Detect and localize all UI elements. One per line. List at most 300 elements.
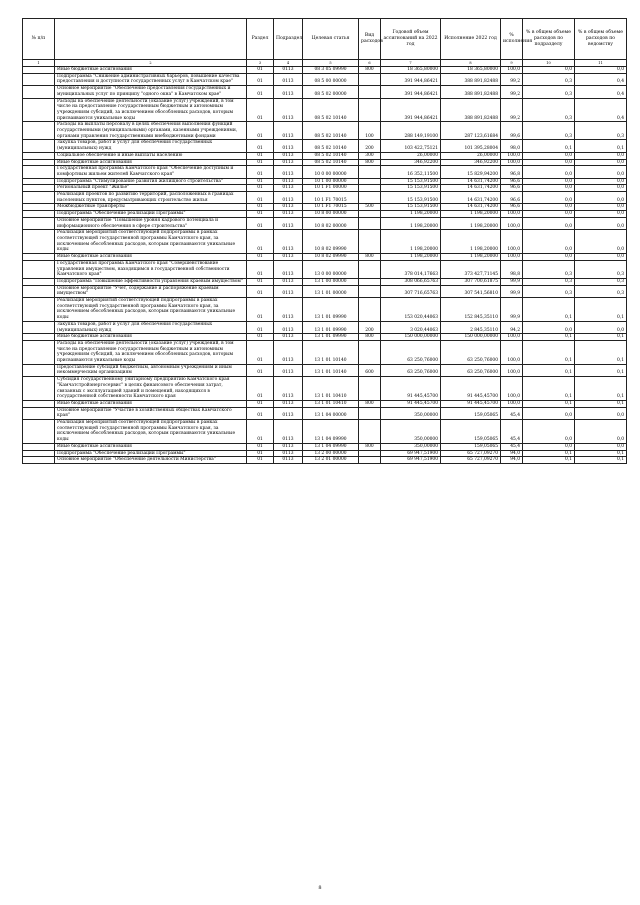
row-number-cell <box>23 166 55 178</box>
fact-cell: 91 445,45700 <box>441 377 501 401</box>
section-cell: 01 <box>247 254 274 261</box>
plan-cell: 63 250,76000 <box>381 364 441 376</box>
article-cell: 13 0 00 00000 <box>303 260 359 278</box>
share-department-cell: 0,0 <box>575 254 627 261</box>
share-department-cell: 0,3 <box>575 278 627 285</box>
share-department-cell: 0,1 <box>575 377 627 401</box>
fact-cell: 1 198,20000 <box>441 217 501 229</box>
subsection-cell: 0113 <box>274 230 303 254</box>
share-subsection-cell: 0,3 <box>523 122 575 140</box>
row-number-cell <box>23 443 55 450</box>
percent-cell: 94,2 <box>501 321 523 333</box>
row-name-cell: Иные бюджетные ассигнования <box>55 254 247 261</box>
section-cell: 01 <box>247 298 274 322</box>
header-section: Раздел <box>247 19 274 60</box>
section-cell: 01 <box>247 86 274 98</box>
row-number-cell <box>23 457 55 464</box>
share-department-cell: 0,0 <box>575 211 627 218</box>
share-subsection-cell: 0,3 <box>523 98 575 122</box>
fact-cell: 14 631,74200 <box>441 178 501 185</box>
fact-cell: 2 845,35110 <box>441 321 501 333</box>
table-row <box>23 260 627 278</box>
share-subsection-cell: 0,1 <box>523 340 575 364</box>
section-cell: 01 <box>247 407 274 419</box>
subsection-cell: 0113 <box>274 334 303 341</box>
section-cell: 01 <box>247 159 274 166</box>
kind-cell <box>359 217 381 229</box>
share-subsection-cell: 0,1 <box>523 400 575 407</box>
fact-cell: 388 891,82488 <box>441 86 501 98</box>
share-department-cell: 0,0 <box>575 159 627 166</box>
kind-cell <box>359 278 381 285</box>
percent-cell: 99,2 <box>501 86 523 98</box>
table-row <box>23 420 627 444</box>
kind-cell <box>359 73 381 85</box>
article-cell: 13 1 04 09990 <box>303 420 359 444</box>
share-subsection-cell: 0,1 <box>523 377 575 401</box>
table-row <box>23 278 627 285</box>
plan-cell: 16 352,11500 <box>381 166 441 178</box>
percent-cell: 100,0 <box>501 159 523 166</box>
kind-cell <box>359 298 381 322</box>
kind-cell <box>359 285 381 297</box>
section-cell: 01 <box>247 185 274 192</box>
row-number-cell <box>23 400 55 407</box>
plan-cell: 350,00000 <box>381 443 441 450</box>
section-cell: 01 <box>247 204 274 211</box>
row-number-cell <box>23 98 55 122</box>
plan-cell: 3 020,44063 <box>381 321 441 333</box>
row-number-cell <box>23 230 55 254</box>
fact-cell: 1 198,20000 <box>441 254 501 261</box>
row-name-cell: Основное мероприятие "Участие в хозяйственных обществах Камчатского края" <box>55 407 247 419</box>
percent-cell: 99,9 <box>501 298 523 322</box>
section-cell: 01 <box>247 67 274 74</box>
row-name-cell: Иные бюджетные ассигнования <box>55 159 247 166</box>
kind-cell <box>359 98 381 122</box>
subsection-cell: 0113 <box>274 364 303 376</box>
subsection-cell: 0113 <box>274 450 303 457</box>
share-subsection-cell: 0,0 <box>523 166 575 178</box>
percent-cell: 100,0 <box>501 254 523 261</box>
row-name-cell: Подпрограмма "Снижение административных барьеров, повышение качества предоставления и доступности государственных услуг в Камчатском крае" <box>55 73 247 85</box>
subsection-cell: 0113 <box>274 298 303 322</box>
table-row <box>23 192 627 204</box>
subsection-cell: 0113 <box>274 73 303 85</box>
subsection-cell: 0113 <box>274 67 303 74</box>
share-department-cell: 0,1 <box>575 457 627 464</box>
percent-cell: 99,9 <box>501 278 523 285</box>
row-number-cell <box>23 278 55 285</box>
column-number: 9 <box>501 60 523 67</box>
share-department-cell: 0,0 <box>575 443 627 450</box>
article-cell: 13 1 01 10140 <box>303 340 359 364</box>
percent-cell: 96,6 <box>501 178 523 185</box>
section-cell: 01 <box>247 98 274 122</box>
share-subsection-cell: 0,1 <box>523 334 575 341</box>
share-subsection-cell: 0,3 <box>523 260 575 278</box>
section-cell: 01 <box>247 166 274 178</box>
share-subsection-cell: 0,0 <box>523 185 575 192</box>
plan-cell: 308 066,65763 <box>381 278 441 285</box>
row-number-cell <box>23 217 55 229</box>
share-subsection-cell: 0,0 <box>523 178 575 185</box>
fact-cell: 18 365,80000 <box>441 67 501 74</box>
section-cell: 01 <box>247 377 274 401</box>
article-cell: 08 5 02 10140 <box>303 122 359 140</box>
table-header-row <box>23 19 627 60</box>
article-cell: 08 5 02 10140 <box>303 159 359 166</box>
share-department-cell: 0,0 <box>575 420 627 444</box>
row-name-cell: Реализация мероприятий соответствующей подпрограммы в рамках соответствующей государственной программы Камчатского края, за исключением обособленных расходов, которым присваиваются уникальные коды <box>55 230 247 254</box>
share-department-cell: 0,0 <box>575 204 627 211</box>
article-cell: 13 2 00 00000 <box>303 450 359 457</box>
table-row <box>23 321 627 333</box>
share-subsection-cell: 0,0 <box>523 211 575 218</box>
article-cell: 13 1 00 00000 <box>303 278 359 285</box>
article-cell: 13 1 04 00000 <box>303 407 359 419</box>
row-number-cell <box>23 285 55 297</box>
plan-cell: 378 014,17663 <box>381 260 441 278</box>
percent-cell: 96,6 <box>501 204 523 211</box>
subsection-cell: 0113 <box>274 457 303 464</box>
table-row <box>23 407 627 419</box>
article-cell: 13 1 01 10140 <box>303 364 359 376</box>
table-row <box>23 159 627 166</box>
plan-cell: 1 198,20000 <box>381 254 441 261</box>
subsection-cell: 0113 <box>274 86 303 98</box>
plan-cell: 391 944,86421 <box>381 98 441 122</box>
subsection-cell: 0113 <box>274 340 303 364</box>
row-name-cell: Иные бюджетные ассигнования <box>55 443 247 450</box>
column-number: 10 <box>523 60 575 67</box>
section-cell: 01 <box>247 178 274 185</box>
percent-cell: 94,0 <box>501 450 523 457</box>
subsection-cell: 0113 <box>274 278 303 285</box>
table-row <box>23 364 627 376</box>
percent-cell: 100,0 <box>501 340 523 364</box>
section-cell: 01 <box>247 321 274 333</box>
table-row <box>23 254 627 261</box>
percent-cell: 96,8 <box>501 166 523 178</box>
kind-cell: 600 <box>359 364 381 376</box>
section-cell: 01 <box>247 443 274 450</box>
article-cell: 08 5 02 10140 <box>303 98 359 122</box>
share-subsection-cell: 0,0 <box>523 321 575 333</box>
subsection-cell: 0113 <box>274 122 303 140</box>
section-cell: 01 <box>247 260 274 278</box>
section-cell: 01 <box>247 278 274 285</box>
kind-cell <box>359 340 381 364</box>
row-name-cell: Реализация мероприятий соответствующей подпрограммы в рамках соответствующей государственной программы Камчатского края, за исключением обособленных расходов, которым присваиваются уникальные коды <box>55 298 247 322</box>
kind-cell <box>359 457 381 464</box>
section-cell: 01 <box>247 340 274 364</box>
row-number-cell <box>23 364 55 376</box>
article-cell: 10 1 F1 00000 <box>303 185 359 192</box>
article-cell: 08 3 05 09990 <box>303 67 359 74</box>
article-cell: 13 1 01 10410 <box>303 377 359 401</box>
subsection-cell: 0113 <box>274 400 303 407</box>
share-department-cell: 0,0 <box>575 192 627 204</box>
share-department-cell: 0,1 <box>575 400 627 407</box>
percent-cell: 100,0 <box>501 211 523 218</box>
row-number-cell <box>23 185 55 192</box>
row-name-cell: Расходы на выплаты персоналу в целях обеспечения выполнения функций государственными (муниципальными) органами, казенными учреждениями, органами управления государственными внебюджетными фондами <box>55 122 247 140</box>
table-row <box>23 122 627 140</box>
article-cell: 08 5 02 00000 <box>303 86 359 98</box>
fact-cell: 14 631,74200 <box>441 192 501 204</box>
row-name-cell: Основное мероприятие "Учет, содержание и распоряжение краевым имуществом" <box>55 285 247 297</box>
table-row <box>23 340 627 364</box>
share-department-cell: 0,4 <box>575 73 627 85</box>
share-subsection-cell: 0,0 <box>523 443 575 450</box>
column-number: 3 <box>247 60 274 67</box>
article-cell: 10 8 02 09990 <box>303 230 359 254</box>
fact-cell: 150 000,00000 <box>441 334 501 341</box>
fact-cell: 1 198,20000 <box>441 211 501 218</box>
header-percent: % исполнения <box>501 19 523 60</box>
kind-cell <box>359 260 381 278</box>
subsection-cell: 0113 <box>274 192 303 204</box>
table-row <box>23 334 627 341</box>
table-row <box>23 217 627 229</box>
header-num: № п/п <box>23 19 55 60</box>
fact-cell: 373 427,71145 <box>441 260 501 278</box>
percent-cell: 96,6 <box>501 192 523 204</box>
share-subsection-cell: 0,1 <box>523 298 575 322</box>
row-number-cell <box>23 204 55 211</box>
share-department-cell: 0,0 <box>575 185 627 192</box>
table-row <box>23 443 627 450</box>
row-number-cell <box>23 73 55 85</box>
row-name-cell: Подпрограмма "Обеспечение реализации Программы" <box>55 450 247 457</box>
article-cell: 10 8 00 00000 <box>303 211 359 218</box>
share-subsection-cell: 0,0 <box>523 407 575 419</box>
row-number-cell <box>23 420 55 444</box>
table-body <box>23 67 627 464</box>
row-name-cell: Основное мероприятие "Обеспечение деятельности Министерства" <box>55 457 247 464</box>
fact-cell: 159,05065 <box>441 443 501 450</box>
section-cell: 01 <box>247 211 274 218</box>
plan-cell: 103 422,75121 <box>381 140 441 152</box>
plan-cell: 63 250,76000 <box>381 340 441 364</box>
table-row <box>23 230 627 254</box>
article-cell: 10 1 00 00000 <box>303 178 359 185</box>
row-number-cell <box>23 340 55 364</box>
article-cell: 13 1 04 09990 <box>303 443 359 450</box>
percent-cell: 99,9 <box>501 285 523 297</box>
kind-cell: 800 <box>359 400 381 407</box>
row-number-cell <box>23 86 55 98</box>
subsection-cell: 0113 <box>274 185 303 192</box>
table-row <box>23 285 627 297</box>
row-name-cell: Расходы на обеспечение деятельности (оказание услуг) учреждений, в том числе на предоставление государственным бюджетным и автономным учреждениям субсидий, за исключением обособленных расходов, которым присваиваются уникальные коды <box>55 340 247 364</box>
article-cell: 10 0 00 00000 <box>303 166 359 178</box>
share-department-cell: 0,1 <box>575 364 627 376</box>
row-name-cell: Государственная программа Камчатского края "Совершенствование управления имуществом, находящимся в государственной собственности Камчатского края" <box>55 260 247 278</box>
header-plan: Годовой объем ассигнований на 2022 год <box>381 19 441 60</box>
section-cell: 01 <box>247 192 274 204</box>
share-subsection-cell: 0,0 <box>523 420 575 444</box>
kind-cell: 800 <box>359 67 381 74</box>
row-number-cell <box>23 67 55 74</box>
fact-cell: 1 198,20000 <box>441 230 501 254</box>
percent-cell: 100,0 <box>501 152 523 159</box>
subsection-cell: 0113 <box>274 321 303 333</box>
fact-cell: 152 845,35110 <box>441 298 501 322</box>
percent-cell: 96,6 <box>501 185 523 192</box>
subsection-cell: 0113 <box>274 217 303 229</box>
article-cell: 10 1 F1 70015 <box>303 204 359 211</box>
share-subsection-cell: 0,0 <box>523 152 575 159</box>
share-subsection-cell: 0,0 <box>523 67 575 74</box>
section-cell: 01 <box>247 400 274 407</box>
row-name-cell: Реализация мероприятий соответствующей подпрограммы в рамках соответствующей государственной программы Камчатского края, за исключением обособленных расходов, которым присваиваются уникальные коды <box>55 420 247 444</box>
percent-cell: 100,0 <box>501 67 523 74</box>
row-name-cell: Реализация проектов по развитию территорий, расположенных в границах населенных пунктов, предусматривающих строительство жилья <box>55 192 247 204</box>
header-subsection: Подраздел <box>274 19 303 60</box>
table-row <box>23 98 627 122</box>
share-subsection-cell: 0,3 <box>523 285 575 297</box>
fact-cell: 159,05065 <box>441 407 501 419</box>
article-cell: 10 8 02 00000 <box>303 217 359 229</box>
section-cell: 01 <box>247 450 274 457</box>
fact-cell: 65 727,09270 <box>441 457 501 464</box>
percent-cell: 100,0 <box>501 230 523 254</box>
fact-cell: 159,05065 <box>441 420 501 444</box>
column-number: 7 <box>381 60 441 67</box>
column-number: 2 <box>55 60 247 67</box>
column-number-row <box>23 60 627 67</box>
fact-cell: 307 541,56810 <box>441 285 501 297</box>
plan-cell: 153 020,44063 <box>381 298 441 322</box>
share-department-cell: 0,1 <box>575 140 627 152</box>
row-number-cell <box>23 122 55 140</box>
fact-cell: 15 829,94200 <box>441 166 501 178</box>
row-name-cell: Подпрограмма "Стимулирование развития жилищного строительства" <box>55 178 247 185</box>
kind-cell <box>359 192 381 204</box>
fact-cell: 307 700,61875 <box>441 278 501 285</box>
table-row <box>23 73 627 85</box>
plan-cell: 1 198,20000 <box>381 211 441 218</box>
row-name-cell: Основное мероприятие "Повышение уровня кадрового потенциала и информационного обеспечения в сфере строительства" <box>55 217 247 229</box>
share-department-cell: 0,3 <box>575 260 627 278</box>
column-number: 8 <box>441 60 501 67</box>
plan-cell: 391 944,86421 <box>381 86 441 98</box>
percent-cell: 45,4 <box>501 443 523 450</box>
row-number-cell <box>23 159 55 166</box>
header-name <box>55 19 247 60</box>
percent-cell: 100,0 <box>501 377 523 401</box>
section-cell: 01 <box>247 334 274 341</box>
plan-cell: 15 153,91500 <box>381 185 441 192</box>
article-cell: 10 1 F1 70015 <box>303 192 359 204</box>
section-cell: 01 <box>247 364 274 376</box>
fact-cell: 65 727,09270 <box>441 450 501 457</box>
fact-cell: 14 631,74200 <box>441 185 501 192</box>
fact-cell: 346,92200 <box>441 159 501 166</box>
plan-cell: 15 153,91500 <box>381 178 441 185</box>
row-name-cell: Иные бюджетные ассигнования <box>55 67 247 74</box>
plan-cell: 1 198,20000 <box>381 230 441 254</box>
table-row <box>23 185 627 192</box>
table-row <box>23 457 627 464</box>
kind-cell: 800 <box>359 254 381 261</box>
header-share-department: % в общем объеме расходов по ведомству <box>575 19 627 60</box>
percent-cell: 100,0 <box>501 334 523 341</box>
fact-cell: 63 250,76000 <box>441 340 501 364</box>
article-cell: 08 5 00 00000 <box>303 73 359 85</box>
column-number: 6 <box>359 60 381 67</box>
row-number-cell <box>23 377 55 401</box>
kind-cell <box>359 420 381 444</box>
section-cell: 01 <box>247 230 274 254</box>
section-cell: 01 <box>247 73 274 85</box>
kind-cell <box>359 407 381 419</box>
share-department-cell: 0,0 <box>575 152 627 159</box>
article-cell: 13 2 01 00000 <box>303 457 359 464</box>
percent-cell: 100,0 <box>501 400 523 407</box>
table-row <box>23 204 627 211</box>
row-name-cell: Закупка товаров, работ и услуг для обеспечения государственных (муниципальных) нужд <box>55 321 247 333</box>
plan-cell: 391 944,86421 <box>381 73 441 85</box>
kind-cell <box>359 211 381 218</box>
share-subsection-cell: 0,0 <box>523 192 575 204</box>
column-number: 1 <box>23 60 55 67</box>
row-number-cell <box>23 140 55 152</box>
share-department-cell: 0,1 <box>575 450 627 457</box>
share-department-cell: 0,4 <box>575 86 627 98</box>
subsection-cell: 0113 <box>274 166 303 178</box>
share-subsection-cell: 0,1 <box>523 140 575 152</box>
share-department-cell: 0,0 <box>575 67 627 74</box>
header-share-subsection: % в общем объеме расходов по подразделу <box>523 19 575 60</box>
share-department-cell: 0,0 <box>575 321 627 333</box>
fact-cell: 388 891,82488 <box>441 98 501 122</box>
row-number-cell <box>23 334 55 341</box>
fact-cell: 14 631,74200 <box>441 204 501 211</box>
plan-cell: 18 365,80000 <box>381 67 441 74</box>
section-cell: 01 <box>247 285 274 297</box>
section-cell: 01 <box>247 457 274 464</box>
header-kind: Вид расходов <box>359 19 381 60</box>
kind-cell <box>359 178 381 185</box>
budget-table <box>22 18 627 464</box>
share-subsection-cell: 0,0 <box>523 217 575 229</box>
subsection-cell: 0113 <box>274 377 303 401</box>
row-name-cell: Субсидия государственному унитарному предприятию Камчатского края "Камчатстройэнергосервис" в целях финансового обеспечения затрат, связанных с эксплуатацией зданий и помещений, находящихся в государственной собственности Камчатского края <box>55 377 247 401</box>
percent-cell: 99,2 <box>501 73 523 85</box>
header-fact: Исполнение 2022 год <box>441 19 501 60</box>
article-cell: 08 5 02 10140 <box>303 140 359 152</box>
subsection-cell: 0113 <box>274 443 303 450</box>
article-cell: 13 1 01 10410 <box>303 400 359 407</box>
table-row <box>23 211 627 218</box>
share-department-cell: 0,1 <box>575 334 627 341</box>
share-subsection-cell: 0,0 <box>523 254 575 261</box>
share-subsection-cell: 0,0 <box>523 230 575 254</box>
article-cell: 13 1 01 09990 <box>303 321 359 333</box>
share-department-cell: 0,0 <box>575 166 627 178</box>
kind-cell: 200 <box>359 321 381 333</box>
plan-cell: 288 149,19100 <box>381 122 441 140</box>
share-subsection-cell: 0,3 <box>523 86 575 98</box>
plan-cell: 150 000,00000 <box>381 334 441 341</box>
row-name-cell: Межбюджетные трансферты <box>55 204 247 211</box>
share-subsection-cell: 0,1 <box>523 450 575 457</box>
plan-cell: 15 153,91500 <box>381 204 441 211</box>
kind-cell: 800 <box>359 443 381 450</box>
